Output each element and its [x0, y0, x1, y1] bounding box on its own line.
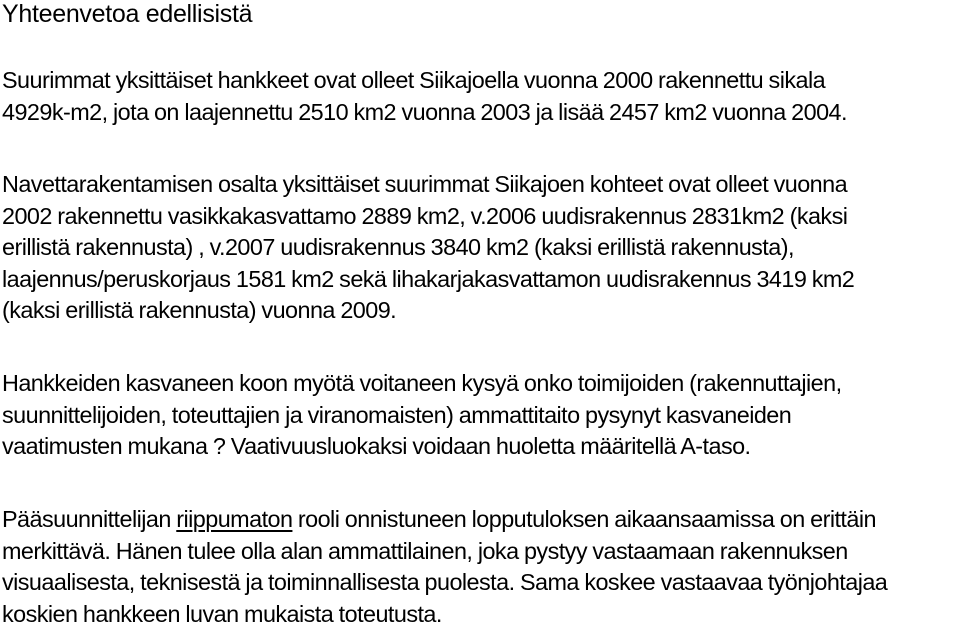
text-line: vaatimusten mukana ? Vaativuusluokaksi voidaan huoletta määritellä A-taso.	[2, 433, 751, 460]
paragraph-barn-construction	[2, 169, 957, 327]
text-line: merkittävä. Hänen tulee olla alan ammattilainen, joka pystyy vastaamaan rakennuksen	[2, 537, 848, 564]
text-line: koskien hankkeen luvan mukaista toteutusta.	[2, 600, 442, 627]
text-line: 4929k-m2, jota on laajennettu 2510 km2 vuonna 2003 ja lisää 2457 km2 vuonna 2004.	[2, 98, 847, 125]
text-line: suunnittelijoiden, toteuttajien ja viranomaisten) ammattitaito pysynyt kasvaneiden	[2, 401, 792, 428]
paragraph-largest-projects	[2, 65, 957, 128]
text-line: (kaksi erillistä rakennusta) vuonna 2009.	[2, 297, 397, 324]
text-line: erillistä rakennusta) , v.2007 uudisrakennus 3840 km2 (kaksi erillistä rakennusta),	[2, 234, 794, 261]
text-line	[2, 504, 957, 536]
text-line: 2002 rakennettu vasikkakasvattamo 2889 km2, v.2006 uudisrakennus 2831km2 (kaksi	[2, 202, 848, 229]
paragraph-competence-question	[2, 368, 957, 463]
page-title: Yhteenvetoa edellisistä	[2, 0, 253, 28]
text-segment: Pääsuunnittelijan	[2, 506, 177, 532]
paragraph-chief-designer	[2, 504, 957, 630]
text-line: visuaalisesta, teknisestä ja toiminnallisesta puolesta. Sama koskee vastaavaa työnjohtajaa	[2, 569, 888, 596]
text-line: Hankkeiden kasvaneen koon myötä voitaneen kysyä onko toimijoiden (rakennuttajien,	[2, 370, 842, 396]
text-line: laajennus/peruskorjaus 1581 km2 sekä lihakarjakasvattamon uudisrakennus 3419 km2	[2, 265, 855, 292]
text-line: Suurimmat yksittäiset hankkeet ovat olleet Siikajoella vuonna 2000 rakennettu sikala	[2, 67, 826, 93]
text-segment: rooli onnistuneen lopputuloksen aikaansaamissa on erittäin	[292, 506, 876, 532]
text-line: Navettarakentamisen osalta yksittäiset suurimmat Siikajoen kohteet ovat olleet vuonna	[2, 171, 848, 197]
underlined-word: riippumaton	[176, 506, 293, 532]
